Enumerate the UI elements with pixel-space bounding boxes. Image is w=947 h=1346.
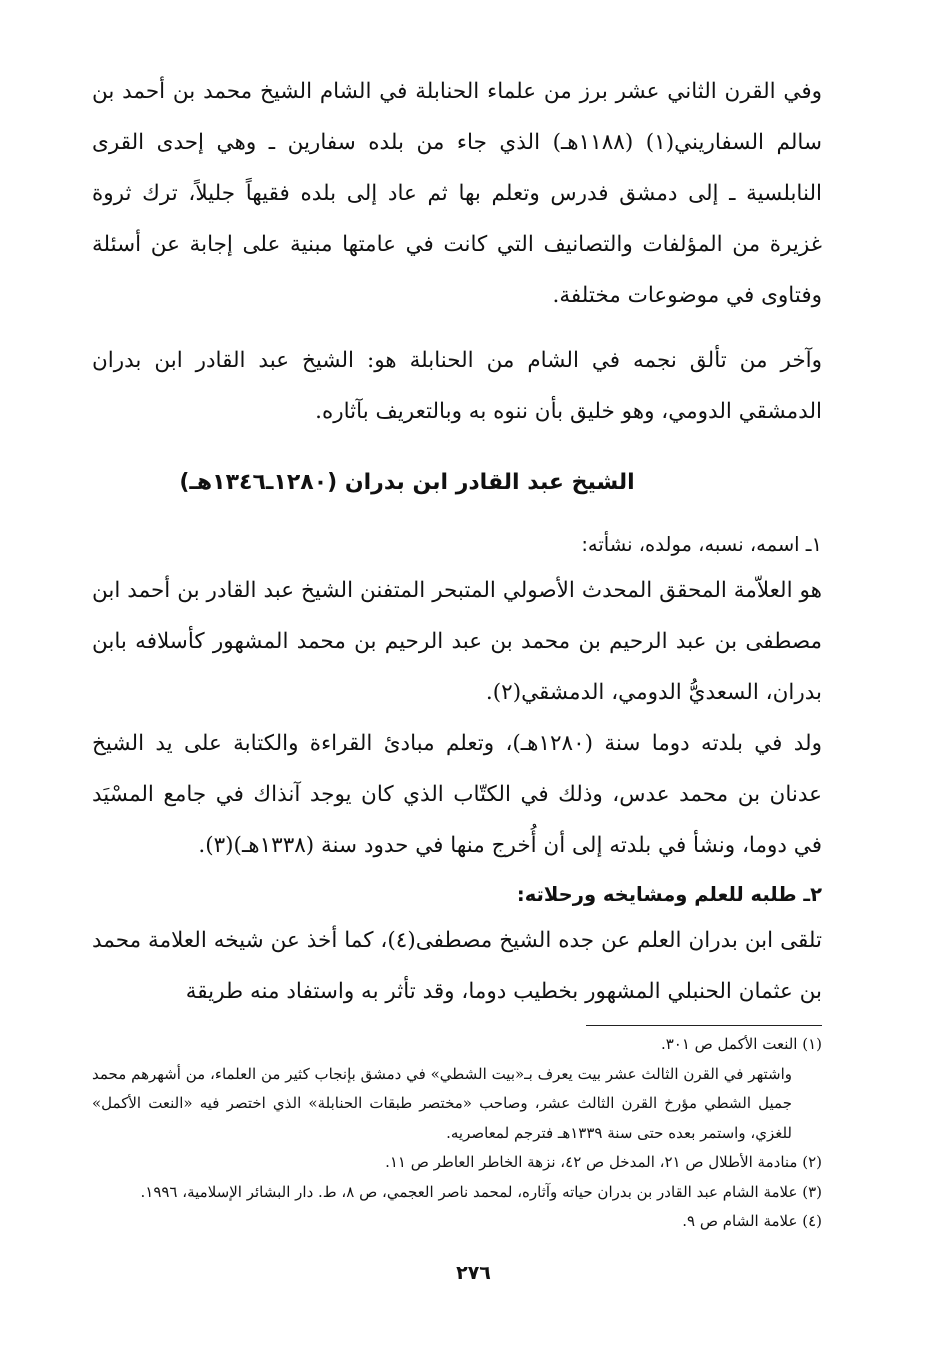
intro-paragraph-2: وآخر من تألق نجمه في الشام من الحنابلة هو: الشيخ عبد القادر ابن بدران الدمشقي الدومي، وهو خليق بأن ننوه به وبالتعريف بآثاره. — [92, 348, 822, 424]
footnote-separator — [586, 1025, 822, 1026]
footnote-2: (٢) منادمة الأطلال ص ٢١، المدخل ص ٤٢، نزهة الخاطر العاطر ص ١١. — [385, 1153, 822, 1171]
subsection-1-paragraph-2: ولد في بلدته دوما سنة (١٢٨٠هـ)، وتعلم مبادئ القراءة والكتابة على يد الشيخ عدنان بن محمد عدس، وذلك في الكتّاب الذي كان يوجد آنذاك في جامع المسْيَد في دوما، ونشأ في بلدته إلى أن أُخرج منها في حدود سنة (١٣٣٨هـ)(٣). — [92, 731, 822, 858]
subsection-2-paragraph-1: تلقى ابن بدران العلم عن جده الشيخ مصطفى(٤)، كما أخذ عن شيخه العلامة محمد بن عثمان الحنبلي المشهور بخطيب دوما، وقد تأثر به واستفاد منه طريقة — [92, 928, 822, 1004]
footnote-1: (١) النعت الأكمل ص ٣٠١. — [660, 1035, 822, 1053]
subsection-1-paragraph-1: هو العلاّمة المحقق المحدث الأصولي المتبحر المتفنن الشيخ عبد القادر بن أحمد ابن مصطفى بن عبد الرحيم بن محمد بن عبد الرحيم بن محمد المشهور كأسلافه بابن بدران، السعديُّ الدومي، الدمشقي(٢). — [92, 578, 822, 705]
section-title: الشيخ عبد القادر ابن بدران (١٢٨٠ـ١٣٤٦هـ) — [179, 470, 635, 495]
page-body — [92, 66, 822, 1237]
subsection-2-heading: ٢ـ طلبه للعلم ومشايخه ورحلاته: — [516, 883, 822, 906]
footnotes — [92, 1030, 822, 1237]
intro-paragraph-1: وفي القرن الثاني عشر برز من علماء الحنابلة في الشام الشيخ محمد بن أحمد بن سالم السفاريني(١) (١١٨٨هـ) الذي جاء من بلده سفارين ـ وهي إحدى القرى النابلسية ـ إلى دمشق فدرس وتعلم بها ثم عاد إلى بلده فقيهاً جليلاً، ترك ثروة غزيرة من المؤلفات والتصانيف التي كانت في عامتها مبنية على إجابة عن أسئلة وفتاوى في موضوعات مختلفة. — [92, 79, 822, 308]
footnote-3: (٣) علامة الشام عبد القادر بن بدران حياته وآثاره، لمحمد ناصر العجمي، ص ٨، ط. دار البشائر الإسلامية، ١٩٩٦. — [140, 1182, 822, 1201]
page-number: ٢٧٦ — [456, 1262, 491, 1284]
footnote-4: (٤) علامة الشام ص ٩. — [682, 1212, 822, 1230]
subsection-1-heading: ١ـ اسمه، نسبه، مولده، نشأته: — [581, 533, 822, 556]
footnote-1-continuation: واشتهر في القرن الثالث عشر بيت يعرف بـ«بيت الشطي» في دمشق بإنجاب كثير من العلماء، من أشهرهم محمد جميل الشطي مؤرخ القرن الثالث عشر، وصاحب «مختصر طبقات الحنابلة» الذي اختصر فيه «النعت الأكمل» للغزي، واستمر بعده حتى سنة ١٣٣٩هـ فترجم لمعاصريه. — [92, 1064, 792, 1142]
